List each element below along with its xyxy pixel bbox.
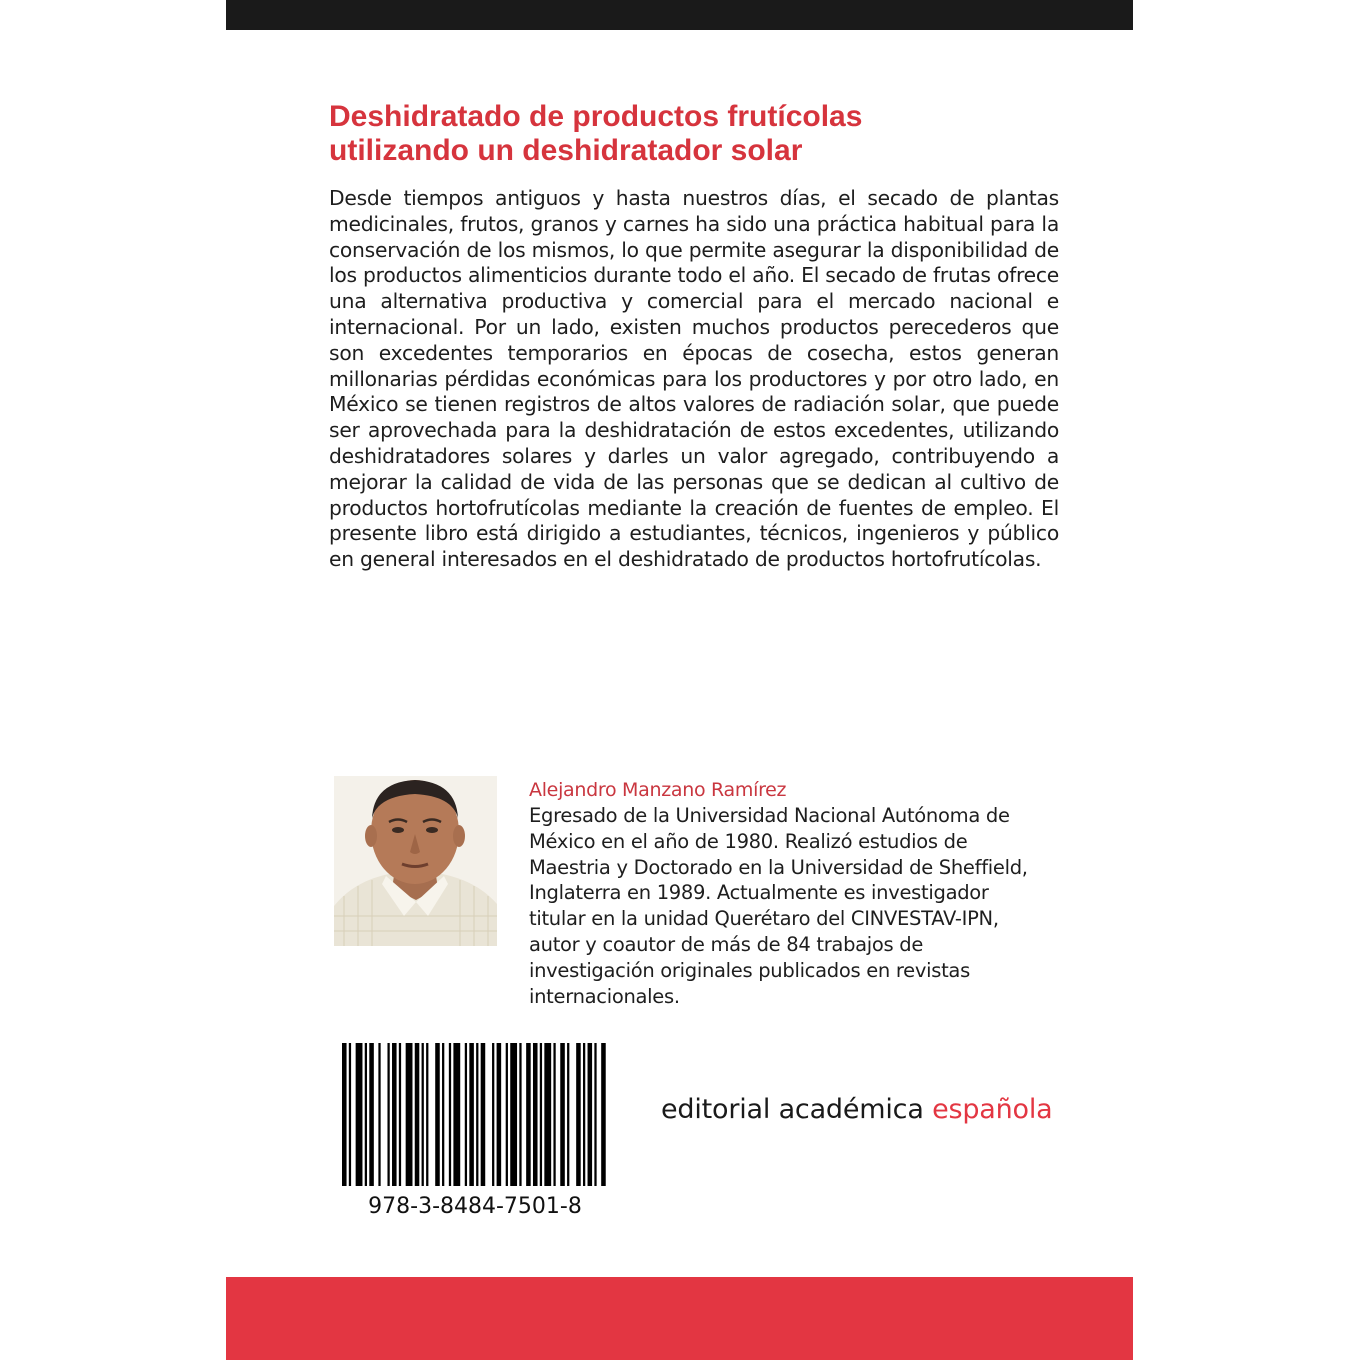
- barcode-bar: [406, 1043, 413, 1186]
- barcode-bar: [544, 1043, 551, 1186]
- barcode-bar: [497, 1043, 502, 1186]
- barcode-bar: [588, 1043, 593, 1186]
- book-description: Desde tiempos antiguos y hasta nuestros días, el secado de plantas medicinales, frutos, granos y carnes ha sido una práctica habitual para la conservación de los mismos, lo que permite asegurar la disponibilidad de los productos alimenticios durante todo el año. El secado de frutas ofrece una alternativa productiva y comercial para el mercado nacional e internacional. Por un lado, existen muchos productos perecederos que son excedentes temporarios en épocas de cosecha, estos generan millonarias pérdidas económicas para los productores y por otro lado, en México se tienen registros de altos valores de radiación solar, que puede ser aprovechada para la deshidratación de estos excedentes, utilizando deshidratadores solares y darles un valor agregado, contribuyendo a mejorar la calidad de vida de las personas que se dedican al cultivo de productos hortofrutícolas mediante la creación de fuentes de empleo. El presente libro está dirigido a estudiantes, técnicos, ingenieros y público en general interesados en el deshidratado de productos hortofrutícolas.: [329, 186, 1059, 572]
- barcode-bar: [481, 1043, 486, 1186]
- barcode-bar: [560, 1043, 565, 1186]
- barcode-bar: [465, 1043, 467, 1186]
- barcode-bar: [583, 1043, 585, 1186]
- author-name: Alejandro Manzano Ramírez: [529, 779, 787, 801]
- barcode-bar: [576, 1043, 581, 1186]
- book-title-line-2: utilizando un deshidratador solar: [329, 134, 803, 167]
- top-black-band: [226, 0, 1133, 30]
- barcode-bar: [492, 1043, 494, 1186]
- book-back-cover: [226, 0, 1133, 1360]
- barcode-bar: [365, 1043, 367, 1186]
- author-bio: Egresado de la Universidad Nacional Autónoma de México en el año de 1980. Realizó estudios de Maestria y Doctorado en la Universidad de Sheffield, Inglaterra en 1989. Actualmente es investigador titular en la unidad Querétaro del CINVESTAV-IPN, autor y coautor de más de 84 trabajos de investigación originales publicados en revistas internacionales.: [529, 804, 1028, 1008]
- barcode-bar: [399, 1043, 401, 1186]
- barcode-bar: [553, 1043, 555, 1186]
- barcode-bar: [426, 1043, 428, 1186]
- barcode-bar: [422, 1043, 424, 1186]
- isbn-number: 978-3-8484-7501-8: [368, 1194, 582, 1219]
- barcode-bar: [449, 1043, 451, 1186]
- barcode-bar: [567, 1043, 569, 1186]
- bottom-red-band: [226, 1277, 1133, 1360]
- barcode-bar: [342, 1043, 347, 1186]
- barcode-bar: [469, 1043, 474, 1186]
- barcode-bar: [526, 1043, 531, 1186]
- barcode-bar: [387, 1043, 389, 1186]
- barcode-bar: [378, 1043, 380, 1186]
- barcode-bar: [435, 1043, 440, 1186]
- author-section: [529, 778, 1049, 1009]
- book-title-line-1: Deshidratado de productos frutícolas: [329, 100, 863, 133]
- barcode-bar: [601, 1043, 606, 1186]
- barcode-bar: [540, 1043, 542, 1186]
- barcode-bar: [415, 1043, 420, 1186]
- publisher-name-accent: española: [932, 1094, 1053, 1125]
- barcode-bar: [510, 1043, 517, 1186]
- barcode-bar: [442, 1043, 444, 1186]
- barcode-bar: [369, 1043, 374, 1186]
- barcode-bar: [506, 1043, 508, 1186]
- barcode-bar: [356, 1043, 363, 1186]
- publisher-logo: [661, 1094, 1053, 1125]
- barcode-bar: [453, 1043, 460, 1186]
- barcode-bar: [476, 1043, 478, 1186]
- barcode-bar: [349, 1043, 351, 1186]
- barcode-bar: [533, 1043, 538, 1186]
- publisher-name: editorial académica: [661, 1094, 924, 1125]
- barcode-bar: [392, 1043, 397, 1186]
- author-photo: [334, 776, 497, 946]
- barcode-bar: [519, 1043, 521, 1186]
- barcode-bar: [594, 1043, 596, 1186]
- book-title: [329, 100, 1029, 168]
- isbn-barcode: [342, 1043, 608, 1186]
